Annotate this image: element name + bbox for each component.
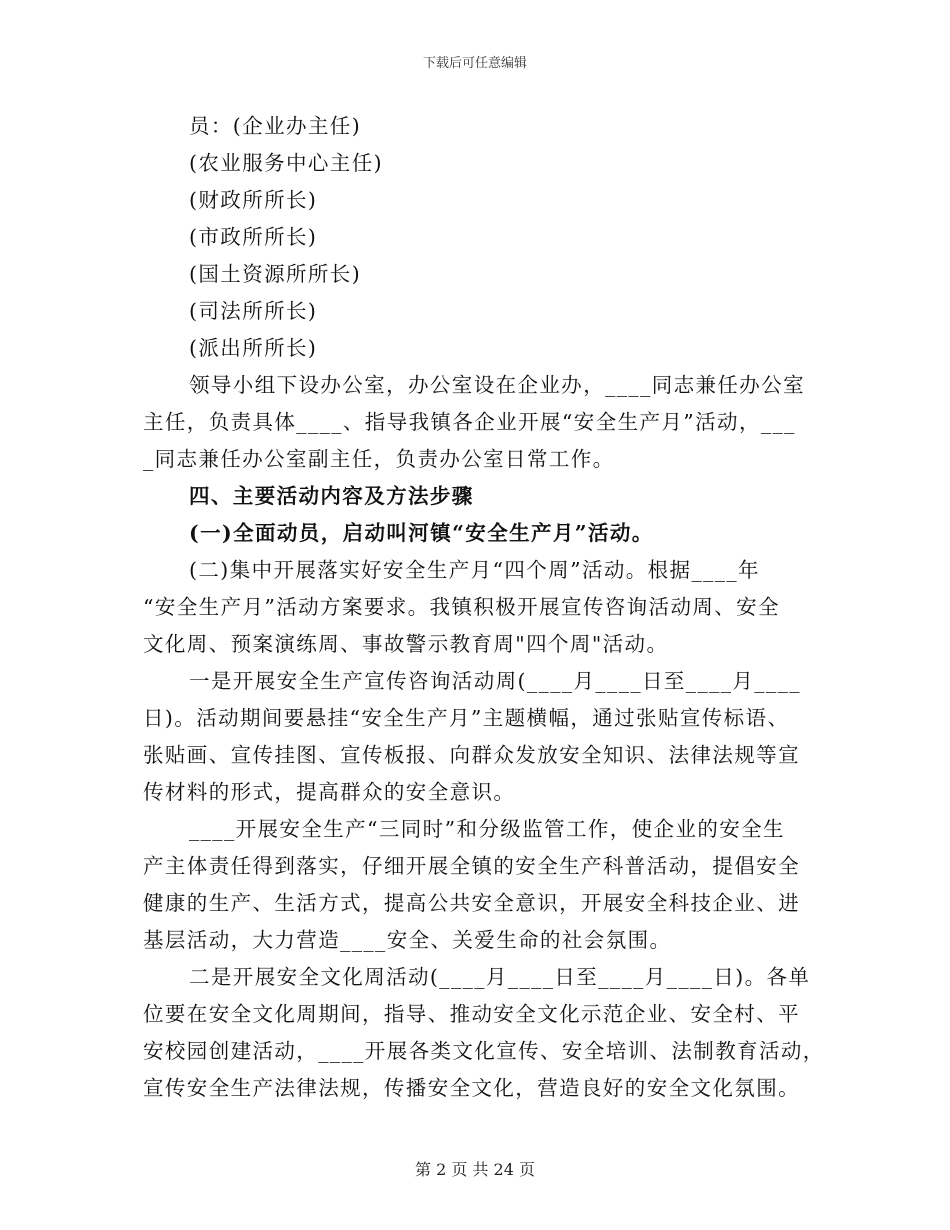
section-heading: 四、主要活动内容及方法步骤 (189, 484, 474, 508)
body-line: 基层活动，大力营造____安全、关爱生命的社会氛围。 (143, 928, 672, 952)
body-line: ____开展安全生产“三同时”和分级监管工作，使企业的安全生 (189, 817, 785, 841)
body-line: 日)。活动期间要悬挂“安全生产月”主题横幅，通过张贴宣传标语、 (143, 706, 790, 730)
body-line: “安全生产月”活动方案要求。我镇积极开展宣传咨询活动周、安全 (143, 595, 780, 619)
body-line: 主任，负责具体____、指导我镇各企业开展“安全生产月”活动，___ (143, 410, 796, 434)
body-line: (国土资源所所长) (189, 262, 362, 286)
page-footer: 第 2 页 共 24 页 (415, 1160, 535, 1179)
body-line: 位要在安全文化周期间，指导、推动安全文化示范企业、安全村、平 (143, 1002, 800, 1026)
body-line: 产主体责任得到落实，仔细开展全镇的安全生产科普活动，提倡安全 (143, 854, 800, 878)
body-line: 安校园创建活动，____开展各类文化宣传、安全培训、法制教育活动， (143, 1039, 825, 1063)
subsection-heading: (一)全面动员，启动叫河镇“安全生产月”活动。 (189, 521, 654, 545)
body-line: (市政所所长) (189, 225, 318, 249)
body-line: (农业服务中心主任) (189, 151, 383, 175)
body-line: 张贴画、宣传挂图、宣传板报、向群众发放安全知识、法律法规等宣 (143, 743, 800, 767)
body-line: (司法所所长) (189, 299, 318, 323)
body-line: (派出所所长) (189, 336, 318, 360)
body-line: 员：(企业办主任) (189, 114, 362, 138)
body-line: _同志兼任办公室副主任，负责办公室日常工作。 (143, 447, 615, 471)
body-line: (二)集中开展落实好安全生产月“四个周”活动。根据____年 (189, 558, 760, 582)
page-header: 下载后可任意编辑 (422, 56, 527, 71)
body-line: 传材料的形式，提高群众的安全意识。 (143, 780, 516, 804)
body-line: 文化周、预案演练周、事故警示教育周"四个周"活动。 (143, 632, 669, 656)
document-body (143, 108, 825, 1107)
body-line: 健康的生产、生活方式，提高公共安全意识，开展安全科技企业、进 (143, 891, 800, 915)
body-line: 二是开展安全文化周活动(____月____日至____月____日)。各单 (189, 965, 811, 989)
body-line: 宣传安全生产法律法规，传播安全文化，营造良好的安全文化氛围。 (143, 1076, 800, 1100)
body-line: 一是开展安全生产宣传咨询活动周(____月____日至____月____ (189, 669, 801, 693)
body-line: 领导小组下设办公室，办公室设在企业办，____同志兼任办公室 (189, 373, 805, 397)
body-line: (财政所所长) (189, 188, 318, 212)
